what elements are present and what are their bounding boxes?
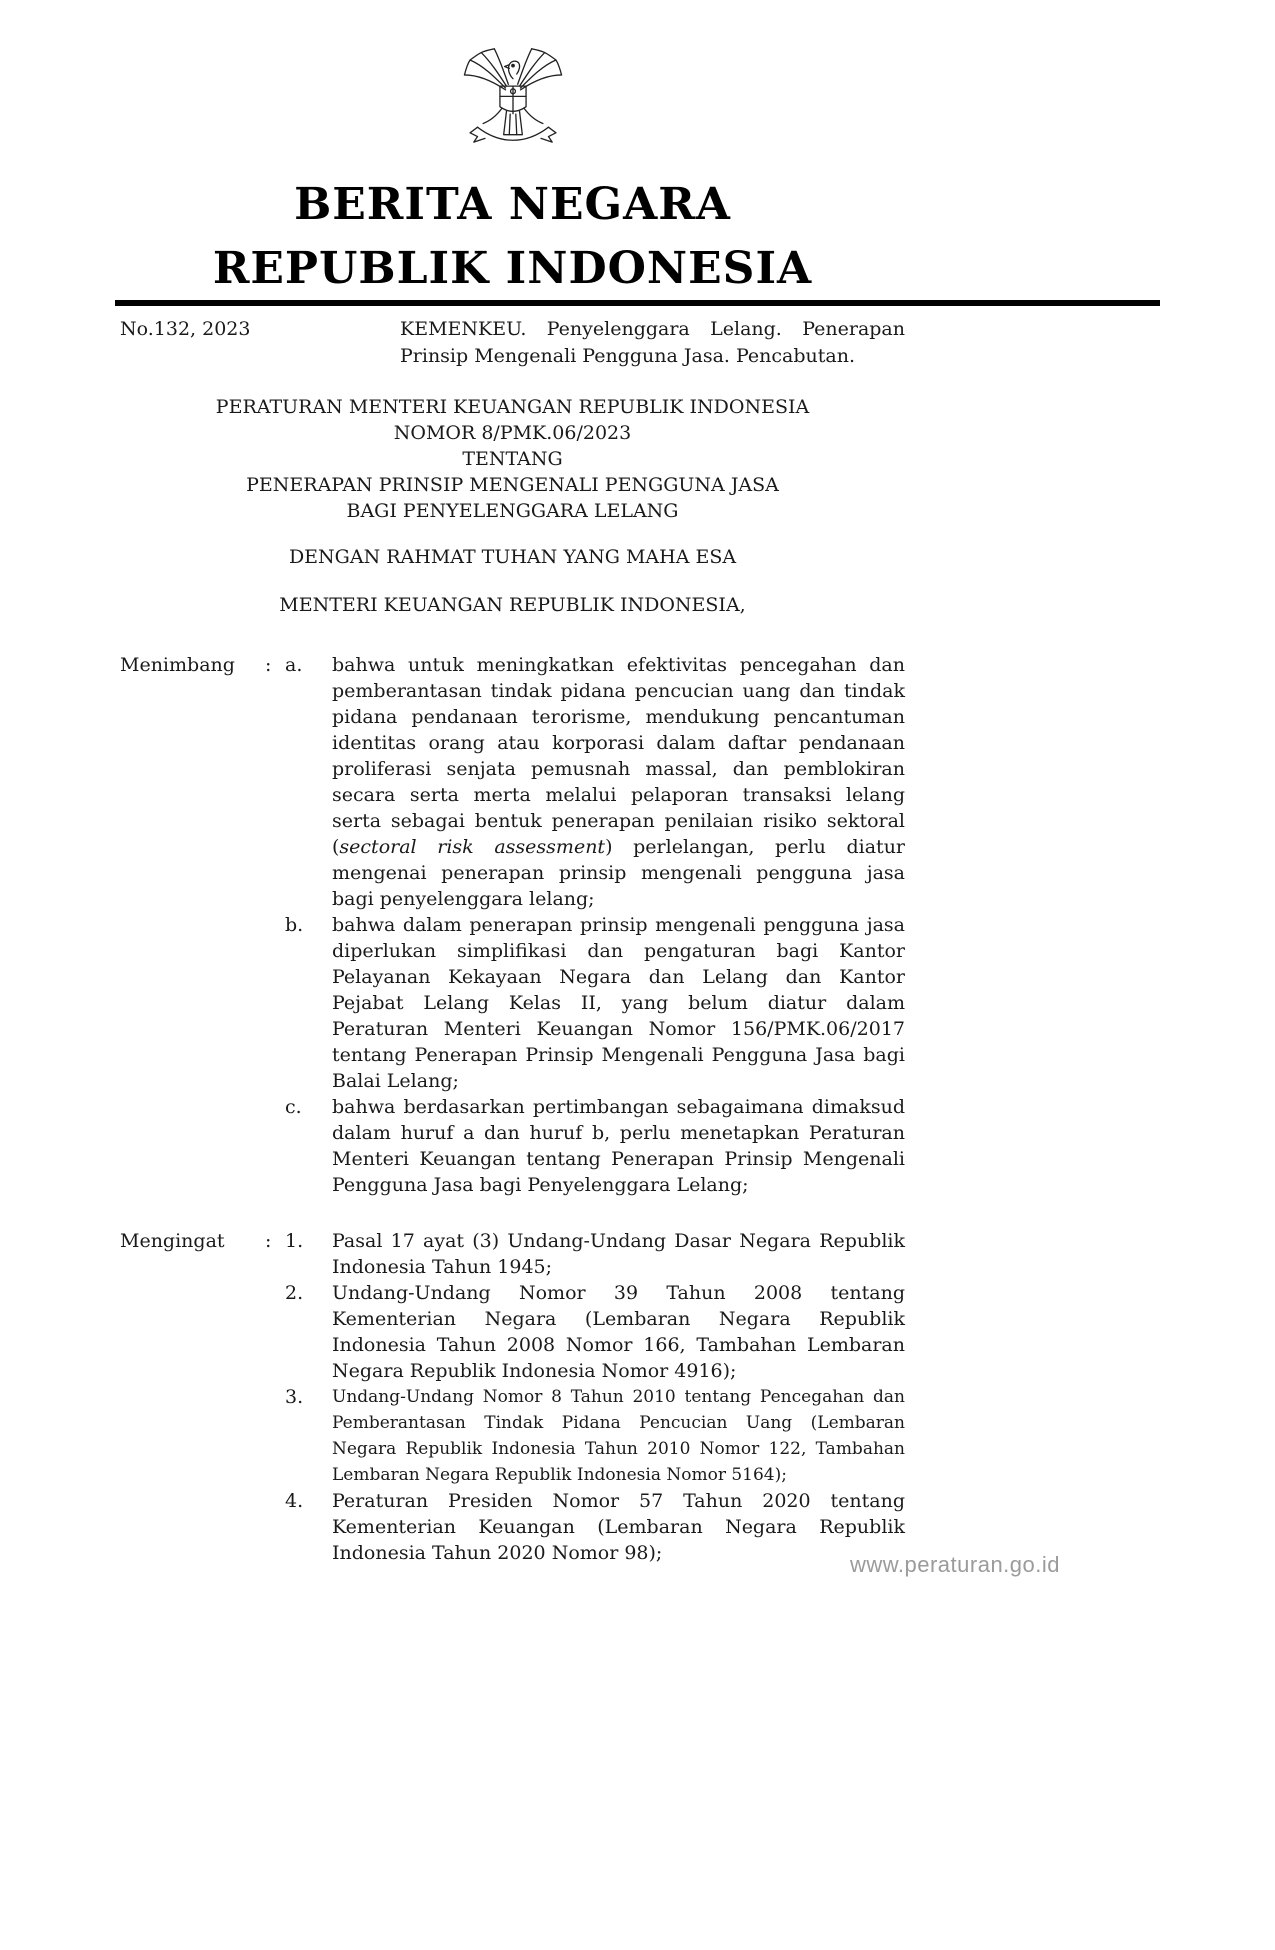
watermark-url: www.peraturan.go.id [849, 1552, 1060, 1577]
masthead-rule [115, 300, 1160, 306]
item-text: Pasal 17 ayat (3) Undang-Undang Dasar Negara Republik Indonesia Tahun 1945; [332, 1230, 905, 1278]
masthead-title-line1: BERITA NEGARA [294, 179, 731, 230]
legal-basis-item [285, 1488, 905, 1566]
regulation-title-line: PERATURAN MENTERI KEUANGAN REPUBLIK INDONESIA [215, 396, 810, 418]
regulation-number-line: NOMOR 8/PMK.06/2023 [393, 422, 632, 444]
issue-subject: KEMENKEU. Penyelenggara Lelang. Penerapan Prinsip Mengenali Pengguna Jasa. Pencabutan. [400, 318, 905, 367]
regulation-title-line: PENERAPAN PRINSIP MENGENALI PENGGUNA JASA [246, 474, 779, 496]
regulation-title-line: TENTANG [462, 448, 563, 470]
item-marker: 3. [285, 1386, 304, 1408]
item-marker: b. [285, 914, 304, 936]
considerations-items [285, 652, 905, 1198]
legal-basis-item [285, 1384, 905, 1488]
legal-basis-item [285, 1280, 905, 1384]
considerations-label: Menimbang [120, 654, 235, 676]
item-text [332, 652, 905, 912]
item-text-part: ) perlelangan, perlu diatur mengenai penerapan prinsip mengenali pengguna jasa bagi penyelenggara lelang; [332, 836, 906, 910]
regulation-title-line: BAGI PENYELENGGARA LELANG [346, 500, 679, 522]
issue-number: No.132, 2023 [120, 318, 251, 340]
item-text-part: bahwa untuk meningkatkan efektivitas pencegahan dan pemberantasan tindak pidana pencucian uang dan tindak pidana pendanaan terorisme, mendukung pencantuman identitas orang atau korporasi dalam daftar pendanaan proliferasi senjata pemusnah massal, dan pemblokiran secara serta merta melalui pelaporan transaksi lelang serta sebagai bentuk penerapan penilaian risiko sektoral ( [332, 654, 905, 858]
considerations-separator: : [265, 654, 272, 676]
legal-basis-item [285, 1228, 905, 1280]
consideration-item [285, 1094, 905, 1198]
item-marker: c. [285, 1096, 302, 1118]
invocation-line: DENGAN RAHMAT TUHAN YANG MAHA ESA [288, 546, 737, 568]
item-text: Undang-Undang Nomor 39 Tahun 2008 tentang Kementerian Negara (Lembaran Negara Republik Indonesia Tahun 2008 Nomor 166, Tambahan Lembaran Negara Republik Indonesia Nomor 4916); [332, 1282, 905, 1382]
garuda-pancasila-emblem-icon [457, 38, 569, 166]
consideration-item [285, 912, 905, 1094]
considerations-section [120, 652, 905, 1198]
legal-basis-section [120, 1228, 905, 1566]
regulation-title-block [120, 394, 905, 524]
page-content [120, 0, 905, 1566]
item-text: bahwa berdasarkan pertimbangan sebagaimana dimaksud dalam huruf a dan huruf b, perlu menetapkan Peraturan Menteri Keuangan tentang Penerapan Prinsip Mengenali Pengguna Jasa bagi Penyelenggara Lelang; [332, 1096, 905, 1196]
legal-basis-separator: : [265, 1230, 272, 1252]
item-marker: 4. [285, 1490, 304, 1512]
item-marker: 1. [285, 1230, 304, 1252]
item-text: Peraturan Presiden Nomor 57 Tahun 2020 tentang Kementerian Keuangan (Lembaran Negara Republik Indonesia Tahun 2020 Nomor 98); [332, 1490, 905, 1564]
legal-basis-items [285, 1228, 905, 1566]
item-text: bahwa dalam penerapan prinsip mengenali pengguna jasa diperlukan simplifikasi dan pengaturan bagi Kantor Pelayanan Kekayaan Negara dan Lelang dan Kantor Pejabat Lelang Kelas II, yang belum diatur dalam Peraturan Menteri Keuangan Nomor 156/PMK.06/2017 tentang Penerapan Prinsip Mengenali Pengguna Jasa bagi Balai Lelang; [332, 914, 905, 1092]
item-text: Undang-Undang Nomor 8 Tahun 2010 tentang Pencegahan dan Pemberantasan Tindak Pidana Pencucian Uang (Lembaran Negara Republik Indonesia Tahun 2010 Nomor 122, Tambahan Lembaran Negara Republik Indonesia Nomor 5164); [332, 1387, 905, 1485]
legal-basis-label: Mengingat [120, 1230, 225, 1252]
issue-header [120, 316, 905, 370]
masthead-title-line2: REPUBLIK INDONESIA [212, 243, 813, 294]
item-text-italic: sectoral risk assessment [339, 836, 606, 858]
consideration-item [285, 652, 905, 912]
authority-line: MENTERI KEUANGAN REPUBLIK INDONESIA, [279, 594, 746, 616]
item-marker: a. [285, 654, 303, 676]
item-marker: 2. [285, 1282, 304, 1304]
